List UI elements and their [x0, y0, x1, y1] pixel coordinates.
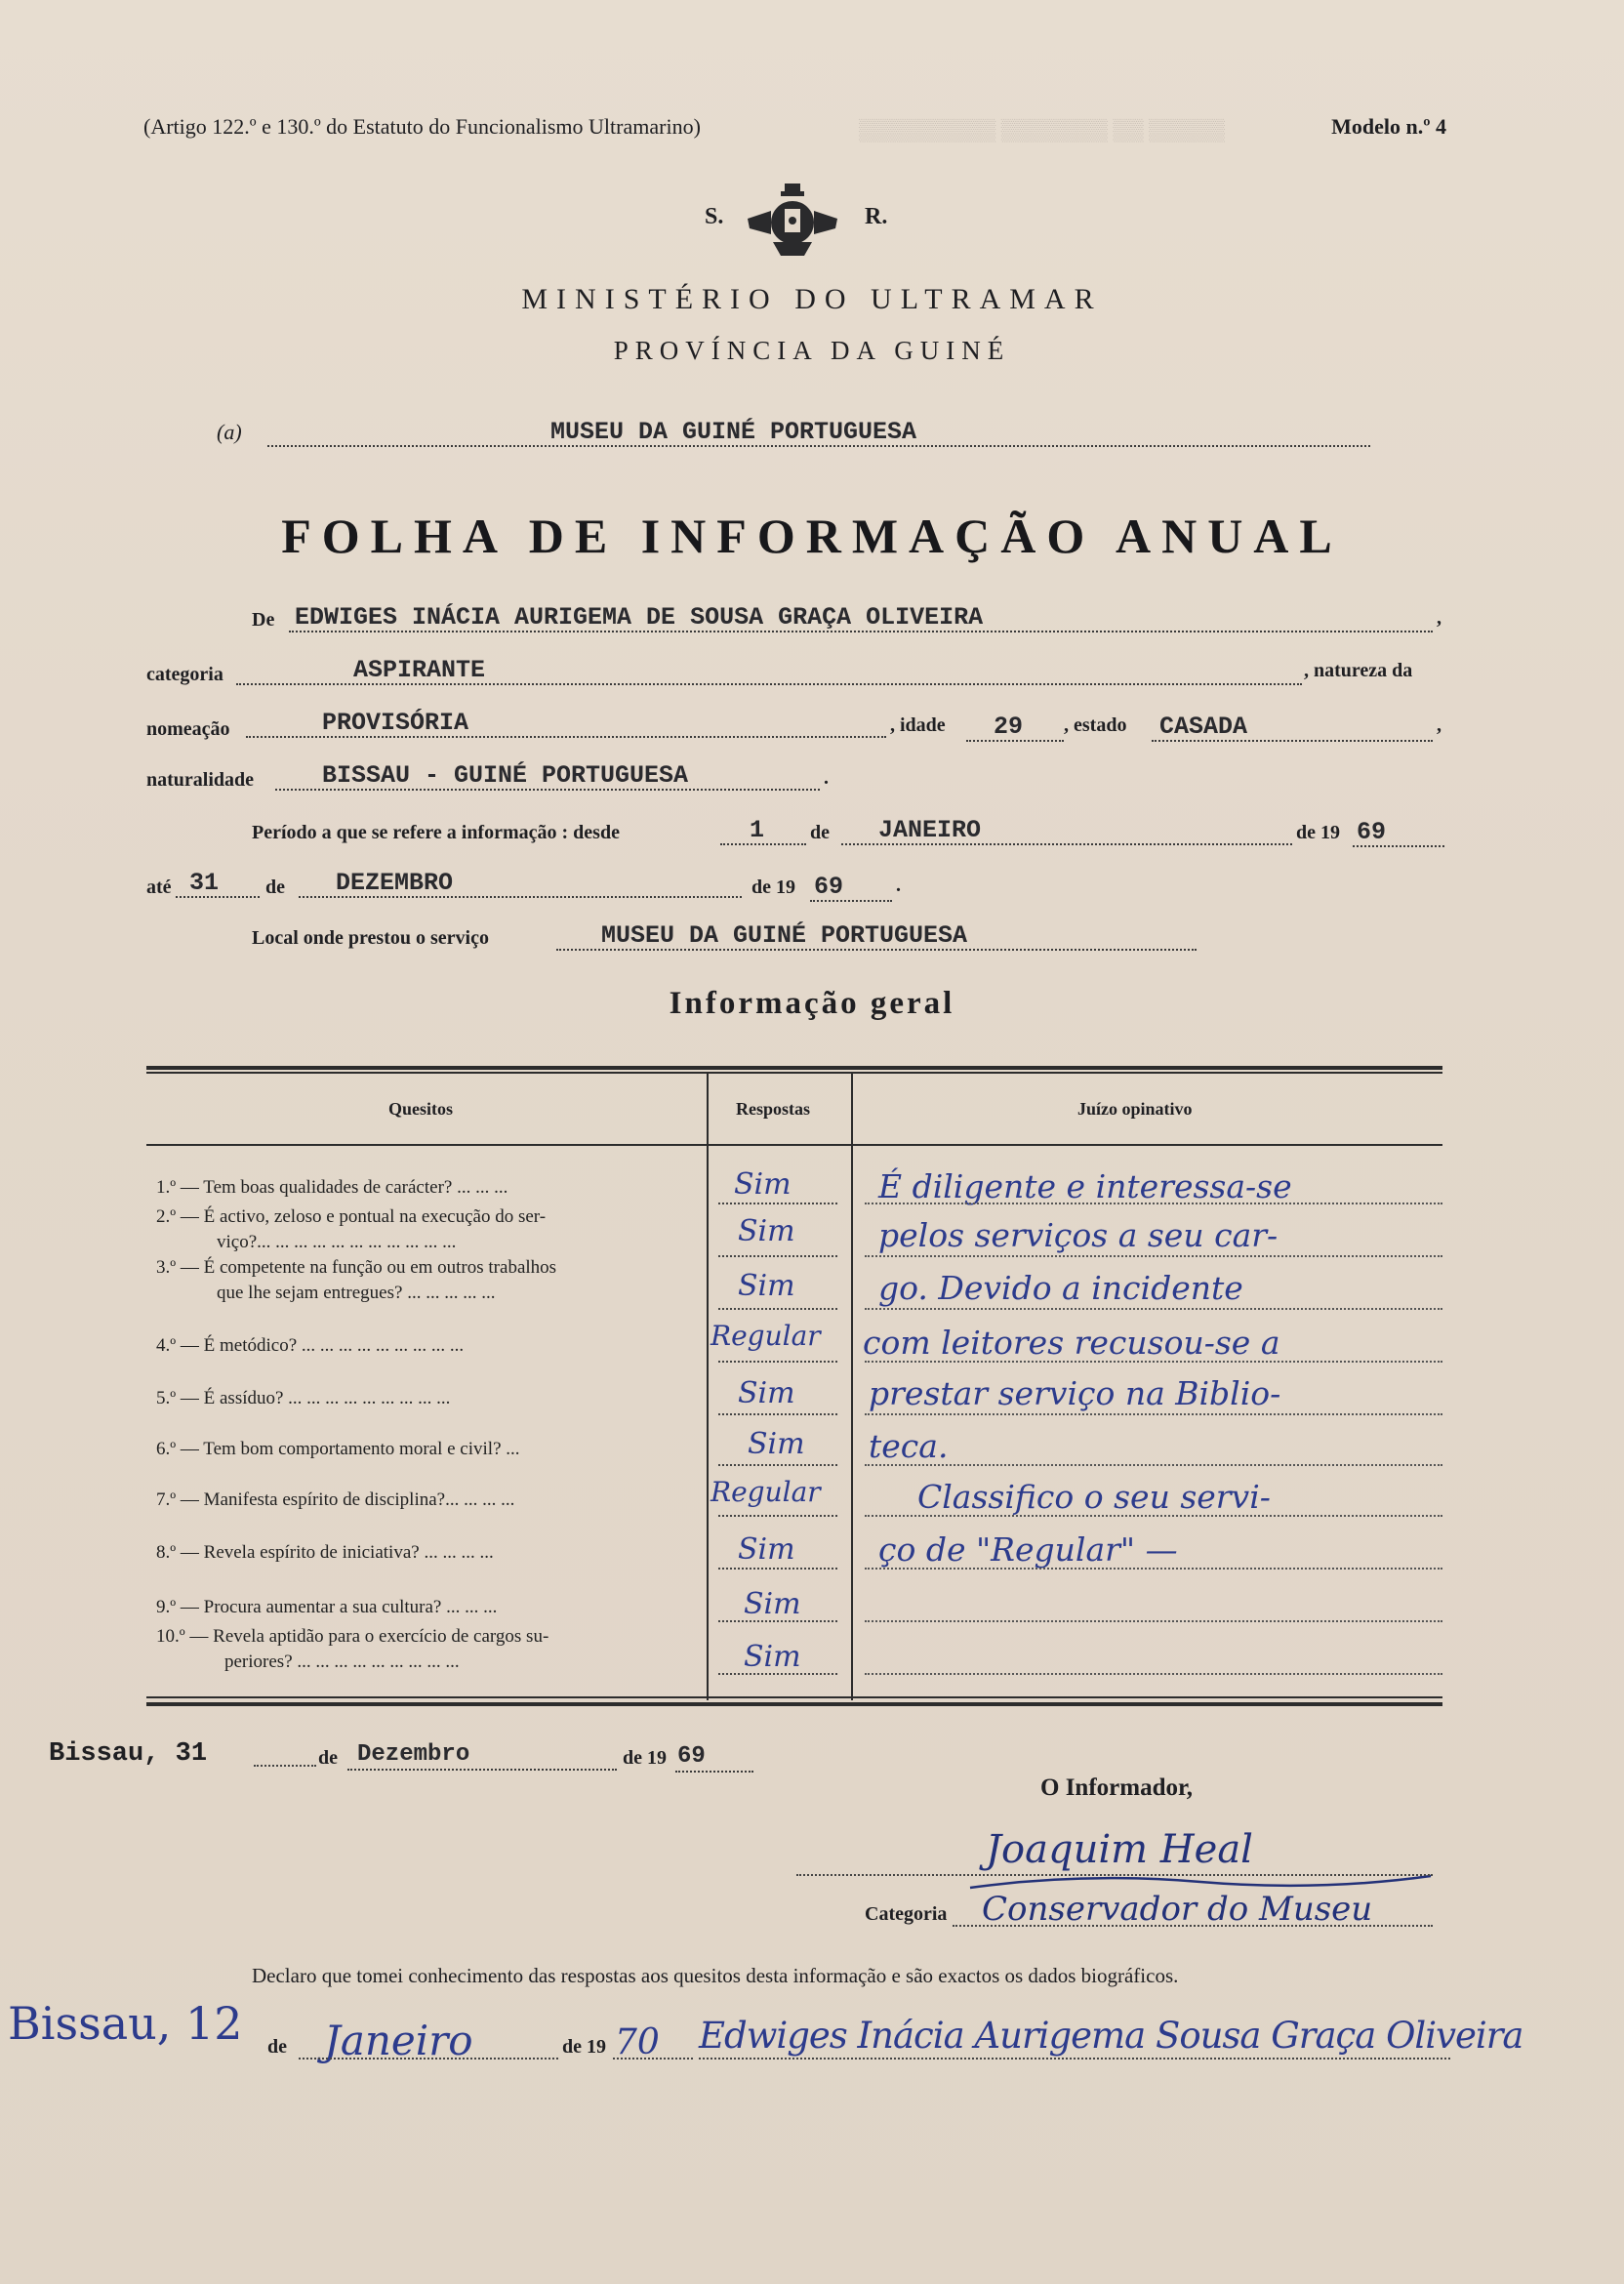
- opinion-rule: [865, 1620, 1442, 1622]
- declaration-text: Declaro que tomei conhecimento das respostas aos quesitos desta informação e são exactos os dados biográficos.: [252, 1964, 1179, 1987]
- table-bottom-rule: [146, 1702, 1442, 1706]
- opinion-line-7: Classifico o seu servi-: [917, 1478, 1271, 1516]
- answer-4: Regular: [710, 1320, 821, 1352]
- estado-field: CASADA: [1152, 713, 1433, 742]
- table-bottom-rule: [146, 1696, 1442, 1698]
- location-label: Local onde prestou o serviço: [252, 927, 489, 949]
- ack-month-line: [299, 2058, 558, 2060]
- question-2: 2.º — É activo, zeloso e pontual na execução do ser-: [156, 1206, 547, 1227]
- categoria-field: ASPIRANTE: [236, 656, 1302, 685]
- form-title: FOLHA DE INFORMAÇÃO ANUAL: [281, 509, 1343, 563]
- informer-categoria-label: Categoria: [865, 1903, 948, 1925]
- answer-line: [718, 1620, 837, 1622]
- model-number: Modelo n.º 4: [1331, 114, 1446, 139]
- natureza-label: , natureza da: [1304, 660, 1413, 681]
- opinion-line-4: com leitores recusou-se a: [863, 1324, 1280, 1362]
- question-6: 6.º — Tem bom comportamento moral e civil? ...: [156, 1439, 520, 1459]
- signoff-year: 69: [675, 1743, 753, 1773]
- ack-year-line: [613, 2058, 693, 2060]
- answer-5: Sim: [738, 1376, 795, 1410]
- ack-year: 70: [615, 2022, 660, 2062]
- opinion-line-1: É diligente e interessa-se: [878, 1167, 1292, 1205]
- signoff-month: Dezembro: [347, 1741, 617, 1771]
- question-1: 1.º — Tem boas qualidades de carácter? ... ... ...: [156, 1177, 508, 1198]
- opinion-header: Juízo opinativo: [1077, 1099, 1193, 1119]
- opinion-rule: [865, 1308, 1442, 1310]
- opinion-line-3: go. Devido a incidente: [878, 1269, 1243, 1307]
- to-month-field: DEZEMBRO: [299, 869, 742, 898]
- question-7: 7.º — Manifesta espírito de disciplina?... ... ... ...: [156, 1489, 515, 1510]
- coat-of-arms-icon: [746, 182, 839, 260]
- to-day-field: 31: [176, 869, 260, 898]
- answer-line: [718, 1255, 837, 1257]
- sr-left: S.: [705, 204, 724, 229]
- answer-2: Sim: [738, 1214, 795, 1248]
- de-label: de: [810, 822, 830, 843]
- ack-signature-line: [699, 2058, 1450, 2060]
- answer-7: Regular: [710, 1476, 821, 1508]
- informer-signature: Joaquim Heal: [986, 1827, 1253, 1872]
- to-year-field: 69: [810, 873, 892, 902]
- ack-place: Bissau, 12: [8, 1997, 243, 2050]
- de-label: De: [252, 609, 275, 631]
- period-mark: .: [824, 767, 829, 789]
- ate-label: até: [146, 877, 172, 898]
- opinion-rule: [865, 1255, 1442, 1257]
- date-line: [254, 1765, 316, 1767]
- answers-header: Respostas: [736, 1099, 811, 1119]
- categoria-label: categoria: [146, 664, 223, 685]
- opinion-rule: [865, 1673, 1442, 1675]
- de-label: de: [265, 877, 285, 898]
- ministry-name: MINISTÉRIO DO ULTRAMAR: [521, 283, 1103, 315]
- service-field: MUSEU DA GUINÉ PORTUGUESA: [267, 418, 1370, 447]
- service-label: (a): [217, 420, 242, 444]
- article-reference: (Artigo 122.º e 130.º do Estatuto do Funcionalismo Ultramarino): [143, 114, 701, 139]
- table-top-rule: [146, 1066, 1442, 1070]
- naturalidade-field: BISSAU - GUINÉ PORTUGUESA: [275, 761, 820, 791]
- opinion-line-5: prestar serviço na Biblio-: [869, 1374, 1281, 1412]
- informer-label: O Informador,: [1040, 1774, 1194, 1801]
- answer-3: Sim: [738, 1269, 795, 1303]
- answer-8: Sim: [738, 1532, 795, 1567]
- answer-10: Sim: [744, 1640, 801, 1674]
- question-10-cont: periores? ... ... ... ... ... ... ... ... ...: [224, 1652, 460, 1672]
- answer-line: [718, 1203, 837, 1204]
- answer-line: [718, 1568, 837, 1570]
- questions-header: Quesitos: [388, 1099, 454, 1119]
- opinion-line-8: ço de "Regular" —: [878, 1530, 1178, 1569]
- period-mark: .: [896, 875, 901, 896]
- signature-line: [796, 1874, 1433, 1876]
- comma: ,: [1437, 607, 1441, 629]
- opinion-rule: [865, 1515, 1442, 1517]
- question-3: 3.º — É competente na função ou em outros trabalhos: [156, 1257, 557, 1278]
- question-8: 8.º — Revela espírito de iniciativa? ... ... ... ...: [156, 1542, 494, 1563]
- estado-label: , estado: [1064, 714, 1127, 736]
- answer-line: [718, 1464, 837, 1466]
- to-year-label: de 19: [751, 877, 795, 898]
- answer-line: [718, 1673, 837, 1675]
- informer-categoria-value: Conservador do Museu: [982, 1890, 1373, 1929]
- answer-1: Sim: [734, 1167, 792, 1202]
- nomeacao-label: nomeação: [146, 718, 230, 740]
- question-4: 4.º — É metódico? ... ... ... ... ... ... ... ... ...: [156, 1335, 465, 1356]
- column-divider: [707, 1072, 709, 1700]
- period-label: Período a que se refere a informação : desde: [252, 822, 620, 843]
- question-2-cont: viço?... ... ... ... ... ... ... ... ... ... ...: [217, 1232, 457, 1252]
- answer-6: Sim: [748, 1427, 805, 1461]
- answer-line: [718, 1361, 837, 1363]
- question-10: 10.º — Revela aptidão para o exercício de cargos su-: [156, 1626, 549, 1647]
- answer-9: Sim: [744, 1587, 801, 1621]
- province-name: PROVÍNCIA DA GUINÉ: [613, 336, 1011, 365]
- location-field: MUSEU DA GUINÉ PORTUGUESA: [556, 921, 1197, 951]
- from-month-field: JANEIRO: [841, 816, 1292, 845]
- ack-month: Janeiro: [324, 2017, 473, 2064]
- opinion-line-2: pelos serviços a seu car-: [878, 1216, 1279, 1254]
- de-label: de: [267, 2036, 287, 2058]
- de-year-label: de 19: [623, 1747, 667, 1769]
- opinion-rule: [865, 1464, 1442, 1466]
- column-divider: [851, 1072, 853, 1700]
- nomeacao-field: PROVISÓRIA: [246, 709, 886, 738]
- naturalidade-label: naturalidade: [146, 769, 255, 791]
- bleed-through: ▒▒▒▒▒ ▒▒ ▒▒▒▒▒▒▒ ▒▒▒▒▒▒▒▒▒: [859, 117, 1225, 142]
- name-field: EDWIGES INÁCIA AURIGEMA DE SOUSA GRAÇA OLIVEIRA: [289, 603, 1433, 632]
- answer-line: [718, 1413, 837, 1415]
- opinion-rule: [865, 1413, 1442, 1415]
- section-title: Informação geral: [669, 986, 955, 1021]
- from-day-field: 1: [720, 816, 806, 845]
- table-top-rule: [146, 1072, 1442, 1074]
- de-year-label: de 19: [1296, 822, 1340, 843]
- signoff-place: Bissau, 31: [49, 1739, 208, 1769]
- opinion-rule: [865, 1361, 1442, 1363]
- from-year-field: 69: [1353, 818, 1444, 847]
- idade-label: , idade: [890, 714, 946, 736]
- opinion-line-6: teca.: [869, 1427, 949, 1465]
- categoria-line: [953, 1925, 1433, 1927]
- question-3-cont: que lhe sejam entregues? ... ... ... ... ...: [217, 1283, 496, 1303]
- ack-signature: Edwiges Inácia Aurigema Sousa Graça Oliveira: [699, 2015, 1523, 2057]
- answer-line: [718, 1515, 837, 1517]
- comma: ,: [1437, 714, 1441, 736]
- question-9: 9.º — Procura aumentar a sua cultura? ... ... ...: [156, 1597, 498, 1617]
- de-label: de: [318, 1747, 338, 1769]
- sr-right: R.: [865, 204, 888, 229]
- answer-line: [718, 1308, 837, 1310]
- de-year-label: de 19: [562, 2036, 606, 2058]
- opinion-rule: [865, 1203, 1442, 1204]
- question-5: 5.º — É assíduo? ... ... ... ... ... ... ... ... ...: [156, 1388, 451, 1408]
- opinion-rule: [865, 1568, 1442, 1570]
- idade-field: 29: [966, 713, 1064, 742]
- table-header-rule: [146, 1144, 1442, 1146]
